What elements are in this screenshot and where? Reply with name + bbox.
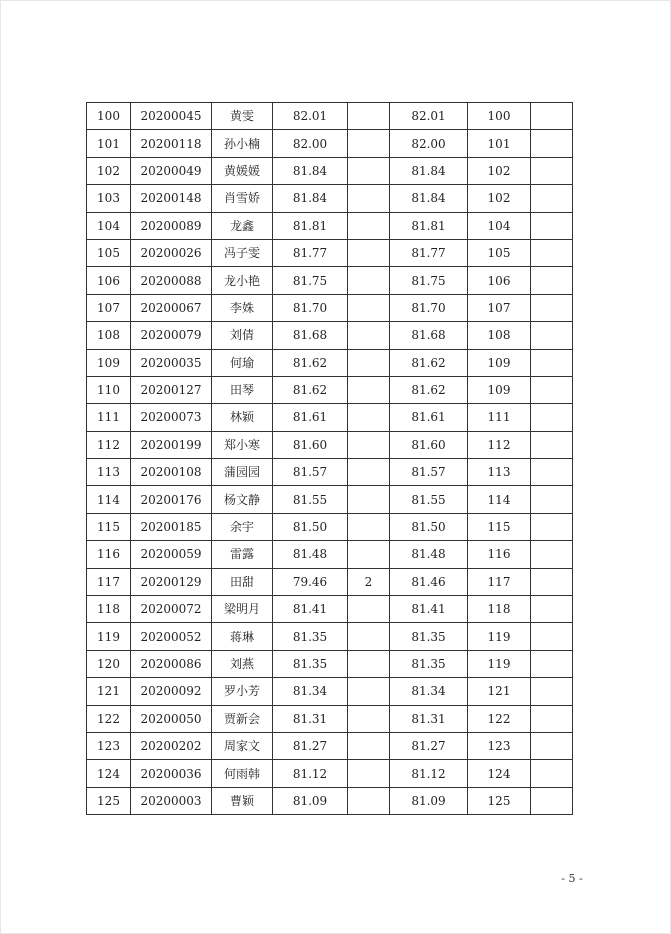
cell-bonus-points bbox=[348, 623, 390, 650]
cell-candidate-name: 龙小艳 bbox=[212, 267, 273, 294]
cell-bonus-points bbox=[348, 596, 390, 623]
cell-rank: 100 bbox=[468, 103, 531, 130]
table-row bbox=[87, 322, 573, 349]
cell-remarks bbox=[531, 486, 573, 513]
cell-candidate-name: 刘燕 bbox=[212, 650, 273, 677]
cell-bonus-points bbox=[348, 185, 390, 212]
cell-total-score: 81.55 bbox=[390, 486, 468, 513]
cell-remarks bbox=[531, 349, 573, 376]
cell-remarks bbox=[531, 294, 573, 321]
cell-total-score: 81.34 bbox=[390, 678, 468, 705]
cell-bonus-points bbox=[348, 376, 390, 403]
cell-sequence-number: 112 bbox=[87, 431, 131, 458]
cell-candidate-name: 贾新会 bbox=[212, 705, 273, 732]
cell-rank: 113 bbox=[468, 459, 531, 486]
cell-bonus-points bbox=[348, 431, 390, 458]
cell-total-score: 81.35 bbox=[390, 650, 468, 677]
cell-rank: 119 bbox=[468, 623, 531, 650]
cell-candidate-name: 郑小寒 bbox=[212, 431, 273, 458]
cell-sequence-number: 119 bbox=[87, 623, 131, 650]
cell-remarks bbox=[531, 732, 573, 759]
cell-remarks bbox=[531, 404, 573, 431]
cell-sequence-number: 101 bbox=[87, 130, 131, 157]
table-row bbox=[87, 732, 573, 759]
cell-remarks bbox=[531, 322, 573, 349]
cell-score: 81.84 bbox=[273, 157, 348, 184]
cell-candidate-name: 余宇 bbox=[212, 513, 273, 540]
cell-remarks bbox=[531, 760, 573, 787]
table-row bbox=[87, 294, 573, 321]
cell-score: 82.00 bbox=[273, 130, 348, 157]
cell-total-score: 81.77 bbox=[390, 239, 468, 266]
cell-sequence-number: 116 bbox=[87, 541, 131, 568]
cell-sequence-number: 105 bbox=[87, 239, 131, 266]
table-row bbox=[87, 541, 573, 568]
cell-rank: 125 bbox=[468, 787, 531, 814]
cell-remarks bbox=[531, 650, 573, 677]
cell-bonus-points bbox=[348, 513, 390, 540]
cell-total-score: 82.00 bbox=[390, 130, 468, 157]
cell-sequence-number: 113 bbox=[87, 459, 131, 486]
cell-candidate-id: 20200049 bbox=[131, 157, 212, 184]
cell-sequence-number: 103 bbox=[87, 185, 131, 212]
cell-remarks bbox=[531, 568, 573, 595]
cell-total-score: 81.09 bbox=[390, 787, 468, 814]
cell-total-score: 81.60 bbox=[390, 431, 468, 458]
cell-bonus-points bbox=[348, 486, 390, 513]
cell-rank: 124 bbox=[468, 760, 531, 787]
cell-rank: 105 bbox=[468, 239, 531, 266]
table-row bbox=[87, 705, 573, 732]
cell-bonus-points bbox=[348, 459, 390, 486]
score-ranking-table bbox=[86, 102, 573, 815]
table-row bbox=[87, 459, 573, 486]
cell-remarks bbox=[531, 157, 573, 184]
cell-remarks bbox=[531, 705, 573, 732]
cell-candidate-name: 何雨韩 bbox=[212, 760, 273, 787]
cell-candidate-name: 林颖 bbox=[212, 404, 273, 431]
table-row bbox=[87, 568, 573, 595]
cell-candidate-id: 20200079 bbox=[131, 322, 212, 349]
cell-candidate-id: 20200185 bbox=[131, 513, 212, 540]
table-row bbox=[87, 212, 573, 239]
cell-total-score: 81.35 bbox=[390, 623, 468, 650]
cell-bonus-points bbox=[348, 650, 390, 677]
table-row bbox=[87, 376, 573, 403]
cell-total-score: 81.68 bbox=[390, 322, 468, 349]
cell-score: 81.62 bbox=[273, 349, 348, 376]
cell-remarks bbox=[531, 130, 573, 157]
table-row bbox=[87, 650, 573, 677]
cell-bonus-points bbox=[348, 787, 390, 814]
cell-candidate-id: 20200088 bbox=[131, 267, 212, 294]
cell-candidate-name: 蒋琳 bbox=[212, 623, 273, 650]
cell-score: 81.61 bbox=[273, 404, 348, 431]
cell-bonus-points bbox=[348, 212, 390, 239]
table-row bbox=[87, 760, 573, 787]
cell-total-score: 81.75 bbox=[390, 267, 468, 294]
cell-sequence-number: 110 bbox=[87, 376, 131, 403]
cell-candidate-id: 20200026 bbox=[131, 239, 212, 266]
cell-sequence-number: 121 bbox=[87, 678, 131, 705]
cell-total-score: 81.41 bbox=[390, 596, 468, 623]
table-body bbox=[87, 103, 573, 815]
cell-sequence-number: 114 bbox=[87, 486, 131, 513]
cell-candidate-name: 肖雪娇 bbox=[212, 185, 273, 212]
cell-candidate-id: 20200092 bbox=[131, 678, 212, 705]
cell-remarks bbox=[531, 787, 573, 814]
cell-candidate-name: 梁明月 bbox=[212, 596, 273, 623]
table-row bbox=[87, 596, 573, 623]
cell-score: 81.35 bbox=[273, 623, 348, 650]
cell-candidate-id: 20200050 bbox=[131, 705, 212, 732]
cell-candidate-name: 杨文静 bbox=[212, 486, 273, 513]
cell-candidate-id: 20200052 bbox=[131, 623, 212, 650]
cell-candidate-name: 周家文 bbox=[212, 732, 273, 759]
cell-candidate-id: 20200148 bbox=[131, 185, 212, 212]
cell-total-score: 81.84 bbox=[390, 185, 468, 212]
cell-candidate-id: 20200176 bbox=[131, 486, 212, 513]
cell-rank: 112 bbox=[468, 431, 531, 458]
cell-bonus-points bbox=[348, 404, 390, 431]
cell-sequence-number: 115 bbox=[87, 513, 131, 540]
table-row bbox=[87, 130, 573, 157]
cell-rank: 117 bbox=[468, 568, 531, 595]
cell-sequence-number: 106 bbox=[87, 267, 131, 294]
cell-candidate-id: 20200059 bbox=[131, 541, 212, 568]
cell-score: 81.09 bbox=[273, 787, 348, 814]
cell-candidate-name: 田琴 bbox=[212, 376, 273, 403]
cell-remarks bbox=[531, 103, 573, 130]
cell-sequence-number: 117 bbox=[87, 568, 131, 595]
cell-candidate-name: 曹颖 bbox=[212, 787, 273, 814]
cell-candidate-id: 20200086 bbox=[131, 650, 212, 677]
cell-candidate-name: 刘倩 bbox=[212, 322, 273, 349]
cell-sequence-number: 118 bbox=[87, 596, 131, 623]
cell-score: 81.31 bbox=[273, 705, 348, 732]
cell-candidate-name: 雷露 bbox=[212, 541, 273, 568]
cell-sequence-number: 124 bbox=[87, 760, 131, 787]
cell-candidate-name: 蒲园园 bbox=[212, 459, 273, 486]
cell-rank: 115 bbox=[468, 513, 531, 540]
table-row bbox=[87, 239, 573, 266]
cell-total-score: 81.27 bbox=[390, 732, 468, 759]
cell-score: 81.50 bbox=[273, 513, 348, 540]
cell-total-score: 81.62 bbox=[390, 376, 468, 403]
cell-total-score: 81.61 bbox=[390, 404, 468, 431]
cell-sequence-number: 100 bbox=[87, 103, 131, 130]
cell-rank: 109 bbox=[468, 376, 531, 403]
cell-sequence-number: 108 bbox=[87, 322, 131, 349]
cell-bonus-points bbox=[348, 678, 390, 705]
cell-rank: 114 bbox=[468, 486, 531, 513]
cell-candidate-name: 黄媛媛 bbox=[212, 157, 273, 184]
cell-candidate-id: 20200072 bbox=[131, 596, 212, 623]
cell-remarks bbox=[531, 513, 573, 540]
cell-candidate-id: 20200199 bbox=[131, 431, 212, 458]
cell-candidate-id: 20200067 bbox=[131, 294, 212, 321]
cell-score: 82.01 bbox=[273, 103, 348, 130]
cell-remarks bbox=[531, 596, 573, 623]
cell-score: 81.84 bbox=[273, 185, 348, 212]
table-row bbox=[87, 513, 573, 540]
cell-rank: 121 bbox=[468, 678, 531, 705]
table-row bbox=[87, 623, 573, 650]
cell-total-score: 81.50 bbox=[390, 513, 468, 540]
cell-bonus-points bbox=[348, 157, 390, 184]
cell-score: 81.41 bbox=[273, 596, 348, 623]
cell-bonus-points bbox=[348, 322, 390, 349]
cell-total-score: 81.31 bbox=[390, 705, 468, 732]
cell-candidate-id: 20200045 bbox=[131, 103, 212, 130]
cell-score: 81.12 bbox=[273, 760, 348, 787]
cell-candidate-id: 20200089 bbox=[131, 212, 212, 239]
cell-remarks bbox=[531, 376, 573, 403]
cell-candidate-id: 20200036 bbox=[131, 760, 212, 787]
cell-remarks bbox=[531, 431, 573, 458]
cell-sequence-number: 111 bbox=[87, 404, 131, 431]
cell-candidate-id: 20200003 bbox=[131, 787, 212, 814]
page-number: - 5 - bbox=[561, 872, 583, 885]
cell-sequence-number: 122 bbox=[87, 705, 131, 732]
cell-bonus-points bbox=[348, 760, 390, 787]
table-row bbox=[87, 157, 573, 184]
cell-candidate-id: 20200202 bbox=[131, 732, 212, 759]
cell-candidate-name: 孙小楠 bbox=[212, 130, 273, 157]
cell-candidate-name: 田甜 bbox=[212, 568, 273, 595]
cell-remarks bbox=[531, 541, 573, 568]
cell-rank: 111 bbox=[468, 404, 531, 431]
cell-score: 81.75 bbox=[273, 267, 348, 294]
table-row bbox=[87, 431, 573, 458]
cell-rank: 104 bbox=[468, 212, 531, 239]
cell-candidate-name: 龙鑫 bbox=[212, 212, 273, 239]
cell-score: 81.60 bbox=[273, 431, 348, 458]
cell-candidate-name: 李姝 bbox=[212, 294, 273, 321]
cell-total-score: 81.62 bbox=[390, 349, 468, 376]
cell-score: 81.57 bbox=[273, 459, 348, 486]
cell-sequence-number: 102 bbox=[87, 157, 131, 184]
cell-bonus-points bbox=[348, 541, 390, 568]
cell-bonus-points bbox=[348, 239, 390, 266]
cell-total-score: 81.48 bbox=[390, 541, 468, 568]
table-row bbox=[87, 103, 573, 130]
cell-candidate-name: 罗小芳 bbox=[212, 678, 273, 705]
table-row bbox=[87, 787, 573, 814]
cell-score: 81.27 bbox=[273, 732, 348, 759]
cell-total-score: 81.70 bbox=[390, 294, 468, 321]
cell-total-score: 81.81 bbox=[390, 212, 468, 239]
cell-rank: 109 bbox=[468, 349, 531, 376]
cell-score: 81.62 bbox=[273, 376, 348, 403]
cell-rank: 108 bbox=[468, 322, 531, 349]
cell-candidate-name: 冯子雯 bbox=[212, 239, 273, 266]
cell-total-score: 81.57 bbox=[390, 459, 468, 486]
cell-score: 81.77 bbox=[273, 239, 348, 266]
cell-bonus-points: 2 bbox=[348, 568, 390, 595]
cell-total-score: 81.46 bbox=[390, 568, 468, 595]
table-row bbox=[87, 486, 573, 513]
table-row bbox=[87, 404, 573, 431]
cell-candidate-id: 20200108 bbox=[131, 459, 212, 486]
cell-rank: 102 bbox=[468, 185, 531, 212]
cell-bonus-points bbox=[348, 294, 390, 321]
cell-sequence-number: 125 bbox=[87, 787, 131, 814]
cell-score: 81.68 bbox=[273, 322, 348, 349]
cell-score: 81.70 bbox=[273, 294, 348, 321]
cell-rank: 102 bbox=[468, 157, 531, 184]
table-row bbox=[87, 185, 573, 212]
cell-score: 81.35 bbox=[273, 650, 348, 677]
cell-total-score: 82.01 bbox=[390, 103, 468, 130]
cell-candidate-id: 20200127 bbox=[131, 376, 212, 403]
cell-remarks bbox=[531, 267, 573, 294]
cell-rank: 122 bbox=[468, 705, 531, 732]
cell-remarks bbox=[531, 212, 573, 239]
cell-bonus-points bbox=[348, 349, 390, 376]
cell-remarks bbox=[531, 459, 573, 486]
cell-bonus-points bbox=[348, 705, 390, 732]
cell-score: 81.34 bbox=[273, 678, 348, 705]
cell-rank: 107 bbox=[468, 294, 531, 321]
cell-rank: 118 bbox=[468, 596, 531, 623]
cell-rank: 116 bbox=[468, 541, 531, 568]
cell-rank: 119 bbox=[468, 650, 531, 677]
cell-sequence-number: 123 bbox=[87, 732, 131, 759]
cell-sequence-number: 107 bbox=[87, 294, 131, 321]
cell-bonus-points bbox=[348, 732, 390, 759]
cell-bonus-points bbox=[348, 103, 390, 130]
cell-candidate-id: 20200118 bbox=[131, 130, 212, 157]
cell-bonus-points bbox=[348, 130, 390, 157]
table-row bbox=[87, 267, 573, 294]
cell-candidate-id: 20200035 bbox=[131, 349, 212, 376]
cell-total-score: 81.84 bbox=[390, 157, 468, 184]
cell-total-score: 81.12 bbox=[390, 760, 468, 787]
cell-sequence-number: 120 bbox=[87, 650, 131, 677]
cell-candidate-name: 何瑜 bbox=[212, 349, 273, 376]
cell-candidate-id: 20200073 bbox=[131, 404, 212, 431]
table-row bbox=[87, 678, 573, 705]
cell-rank: 123 bbox=[468, 732, 531, 759]
cell-remarks bbox=[531, 678, 573, 705]
cell-remarks bbox=[531, 623, 573, 650]
cell-score: 81.81 bbox=[273, 212, 348, 239]
cell-candidate-name: 黄雯 bbox=[212, 103, 273, 130]
cell-sequence-number: 109 bbox=[87, 349, 131, 376]
cell-rank: 106 bbox=[468, 267, 531, 294]
cell-score: 81.55 bbox=[273, 486, 348, 513]
cell-candidate-id: 20200129 bbox=[131, 568, 212, 595]
table-row bbox=[87, 349, 573, 376]
cell-remarks bbox=[531, 239, 573, 266]
cell-sequence-number: 104 bbox=[87, 212, 131, 239]
cell-score: 79.46 bbox=[273, 568, 348, 595]
cell-rank: 101 bbox=[468, 130, 531, 157]
cell-bonus-points bbox=[348, 267, 390, 294]
cell-score: 81.48 bbox=[273, 541, 348, 568]
cell-remarks bbox=[531, 185, 573, 212]
